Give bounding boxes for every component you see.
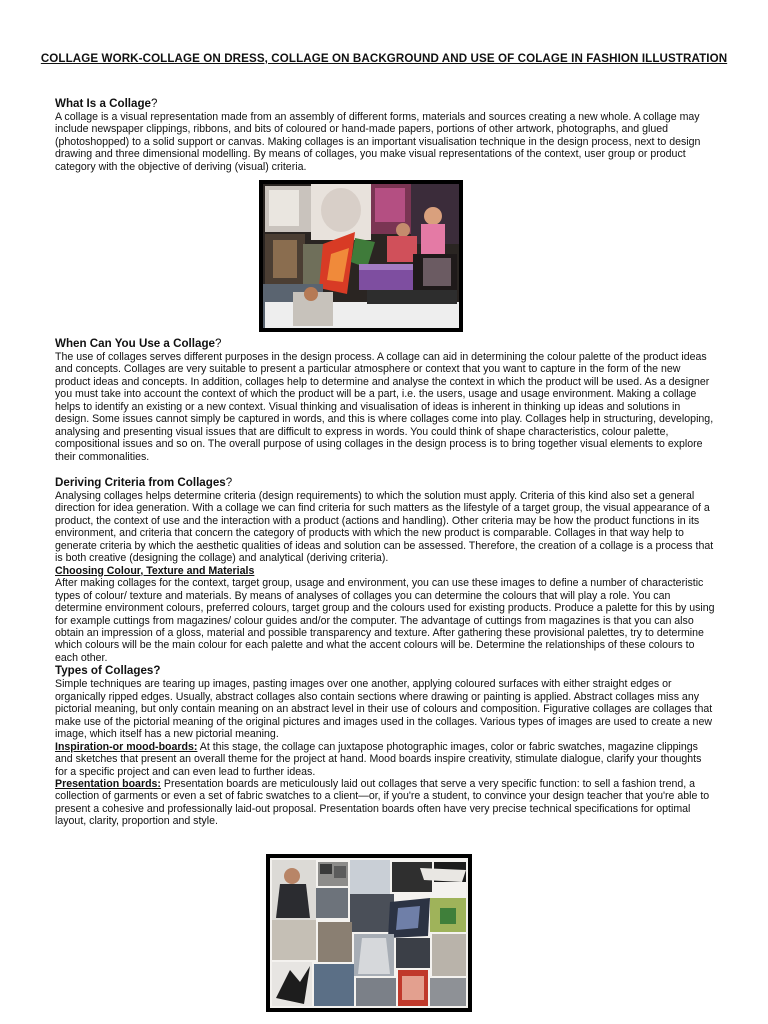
section-body: A collage is a visual representation made from an assembly of different forms, materials and sources creating a new whole. A collage may include newspaper clippings, ribbons, and bits of coloured or hand-made papers, portions of other artwork, photographs, and glued (photoshopped) to a solid support or canvas. Making collages is an important visualisation technique in the design process, next to design drawing and three dimensional modelling. By means of collages, you make visual representations of the context, user group or product category with the objective of deriving (visual) criteria. (55, 111, 701, 173)
inspiration-paragraph: Inspiration-or mood-boards: At this stage, the collage can juxtapose photographic images, color or fabric swatches, magazine clippings and sketches that present an overall theme for the project at hand. Mood boards inspire creativity, stimulate dialogue, clarify your thoughts for a specific project and can even lead to further ideas. (55, 740, 702, 778)
subsection-heading: Choosing Colour, Texture and Materials (55, 564, 255, 577)
section-heading: Deriving Criteria from Collages? (55, 476, 233, 489)
section-what-is-a-collage (55, 97, 715, 173)
document-title: COLLAGE WORK-COLLAGE ON DRESS, COLLAGE ON BACKGROUND AND USE OF COLAGE IN FASHION ILLUSTRATION (40, 52, 728, 65)
section-when-to-use (55, 337, 715, 463)
section-body: Simple techniques are tearing up images, pasting images over one another, applying coloured surfaces with either straight edges or organically ripped edges. Usually, abstract collages also contain sections where drawing or painting is applied. Abstract collages miss any pictorial meaning, but only contain meaning on an abstract level in their use of colours and composition. Figurative collages are collages that make use of the pictorial meaning of the original pictures and images used in the collages. Various types of images are used to create a new image, which itself has a new pictorial meaning. (55, 678, 713, 741)
section-body: After making collages for the context, target group, usage and environment, you can use these images to define a number of characteristic types of colour/ texture and materials. By means of analyses of collages you can determine the colours that will play a role. You can determine environment colours, preferred colours, target group and the colours used for existing products. Produce a palette for this by using for example cuttings from magazines/ colour guides and/or the computer. The advantage of cuttings from magazines is that you can also obtain an impression of a gloss, material and possible transparency and texture. After gathering these provisional palettes, try to determine which colours will be the main colour for each palette and what the accent colours will be. Determine the relationships of these colours to each other. (55, 577, 715, 664)
collage-illustration-2 (270, 858, 468, 1008)
collage-image-1 (259, 180, 463, 332)
section-body: The use of collages serves different purposes in the design process. A collage can aid in determining the colour palette of the product ideas and concepts. Collages are very suitable to present a particular atmosphere or context that you want to capture in the form of the new product ideas and concepts. In addition, collages help to determine and analyse the context in which the product will be used. As a designer you must take into account the context of which the product will be a part, i.e. the users, usage and usage environment. Making a collage helps to identify an existing or a new context. Visual thinking and visualisation of ideas is inherent in thinking up ideas and solutions in design. Some issues cannot simply be captured in words, and this is where collages come into play. Collages help in structuring, developing, analysing and presenting visual issues that are difficult to express in words. You could think of shape characteristics, colour palette, compositional issues and so on. The overall purpose of using collages in the design process is to bring together visual elements to explore their commonalities. (55, 351, 714, 463)
section-heading: What Is a Collage? (55, 97, 158, 110)
section-heading: When Can You Use a Collage? (55, 337, 222, 350)
inline-label: Inspiration-or mood-boards: (55, 740, 198, 753)
collage-illustration-1 (263, 184, 459, 328)
presentation-paragraph: Presentation boards: Presentation boards are meticulously laid out collages that serve a very specific function: to sell a fashion trend, a collection of garments or even a set of fabric swatches to a client—or, if you're a student, to convince your design teacher that you're able to present a cohesive and professionally laid-out proposal. Presentation boards often have very precise technical specifications for optimal layout, clarity, proportion and style. (55, 777, 710, 828)
section-heading: Types of Collages? (55, 664, 161, 678)
inline-label: Presentation boards: (55, 777, 161, 790)
section-deriving-criteria (55, 476, 715, 828)
section-body: Analysing collages helps determine criteria (design requirements) to which the solution must apply. Criteria of this kind also set a general direction for idea generation. With a collage we can find criteria for such matters as the lifestyle of a target group, the visual appearance of a product, the context of use and the interaction with a product (actions and handling). Other criteria may be how the product functions in its environment, and criteria that concern the category of products with which the new product is comparable. Collages in that way help to generate criteria by which the aesthetic qualities of ideas and solution can be assessed. Therefore, the creation of a collage is a process that is both creative (designing the collage) and analytical (deriving criteria). (55, 490, 714, 565)
collage-image-2 (266, 854, 472, 1012)
